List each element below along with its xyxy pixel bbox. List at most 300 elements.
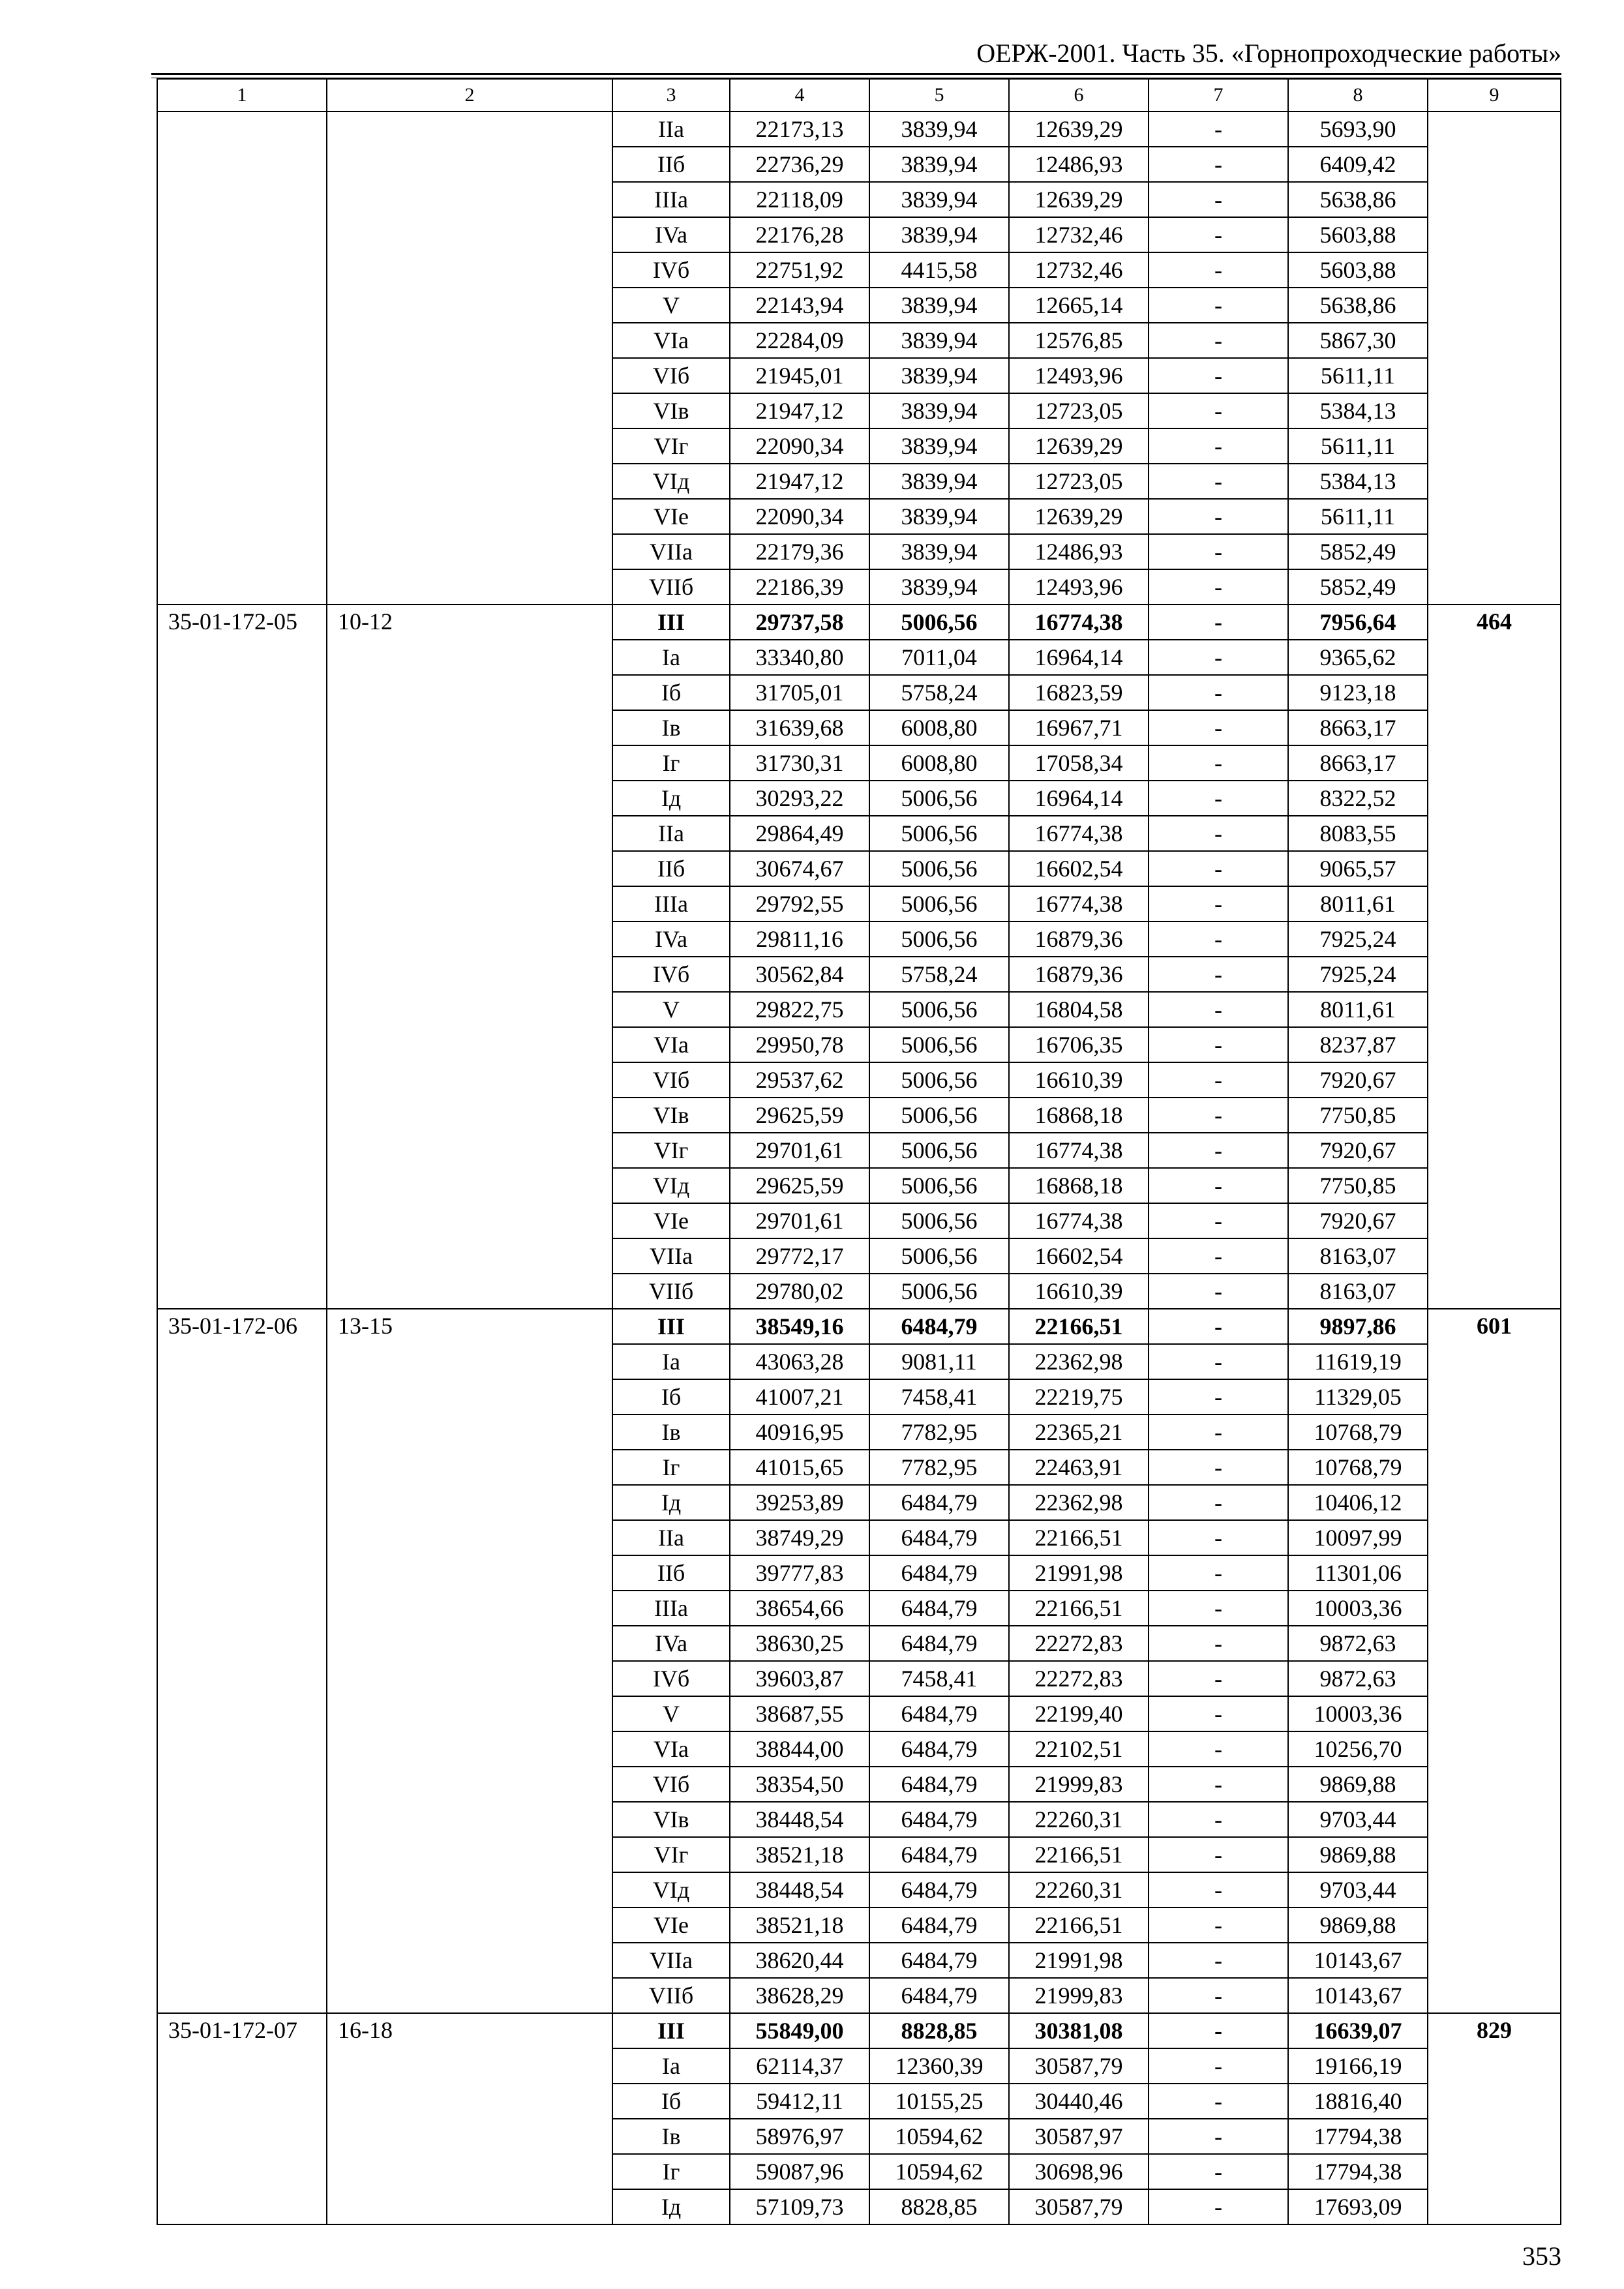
labor-hours: 829 — [1428, 2013, 1561, 2224]
ground-category: Iд — [612, 2189, 730, 2224]
machine-operation: 16774,38 — [1009, 886, 1149, 921]
ground-category: VIв — [612, 1098, 730, 1133]
machinist-wages: - — [1149, 1591, 1288, 1626]
materials-cost: 17794,38 — [1288, 2154, 1428, 2189]
machinist-wages: - — [1149, 1767, 1288, 1802]
materials-cost: 5603,88 — [1288, 217, 1428, 252]
column-number-5: 5 — [869, 79, 1009, 112]
materials-cost: 7920,67 — [1288, 1203, 1428, 1238]
total-cost: 29780,02 — [730, 1274, 869, 1309]
materials-cost: 9869,88 — [1288, 1837, 1428, 1872]
ground-category: III — [612, 605, 730, 640]
ground-category: IVa — [612, 217, 730, 252]
machine-operation: 22272,83 — [1009, 1661, 1149, 1696]
machinist-wages: - — [1149, 2189, 1288, 2224]
machinist-wages: - — [1149, 1943, 1288, 1978]
ground-category: IIб — [612, 1555, 730, 1591]
position-range: 13-15 — [327, 1309, 612, 2013]
labor-wages: 3839,94 — [869, 499, 1009, 534]
machine-operation: 30587,79 — [1009, 2189, 1149, 2224]
total-cost: 22736,29 — [730, 147, 869, 182]
ground-category: Iв — [612, 710, 730, 745]
total-cost: 38620,44 — [730, 1943, 869, 1978]
total-cost: 38521,18 — [730, 1837, 869, 1872]
machine-operation: 21999,83 — [1009, 1978, 1149, 2013]
labor-wages: 10155,25 — [869, 2084, 1009, 2119]
labor-wages: 3839,94 — [869, 323, 1009, 358]
labor-wages: 6008,80 — [869, 710, 1009, 745]
total-cost: 22186,39 — [730, 569, 869, 605]
materials-cost: 11301,06 — [1288, 1555, 1428, 1591]
rate-code — [157, 112, 327, 605]
total-cost: 39777,83 — [730, 1555, 869, 1591]
ground-category: IIa — [612, 1520, 730, 1555]
ground-category: VIIб — [612, 1978, 730, 2013]
machinist-wages: - — [1149, 1379, 1288, 1414]
ground-category: VIг — [612, 1837, 730, 1872]
labor-wages: 6484,79 — [869, 1802, 1009, 1837]
ground-category: VIe — [612, 1908, 730, 1943]
materials-cost: 17794,38 — [1288, 2119, 1428, 2154]
materials-cost: 8237,87 — [1288, 1027, 1428, 1062]
labor-wages: 8828,85 — [869, 2189, 1009, 2224]
materials-cost: 10768,79 — [1288, 1414, 1428, 1450]
materials-cost: 7750,85 — [1288, 1098, 1428, 1133]
page-number: 353 — [1522, 2241, 1561, 2271]
total-cost: 29701,61 — [730, 1133, 869, 1168]
ground-category: IIIa — [612, 1591, 730, 1626]
labor-wages: 6484,79 — [869, 1872, 1009, 1908]
total-cost: 31730,31 — [730, 745, 869, 781]
total-cost: 22176,28 — [730, 217, 869, 252]
ground-category: VIIб — [612, 1274, 730, 1309]
machinist-wages: - — [1149, 2084, 1288, 2119]
ground-category: VIIa — [612, 1943, 730, 1978]
machinist-wages: - — [1149, 957, 1288, 992]
total-cost: 29625,59 — [730, 1168, 869, 1203]
machine-operation: 22102,51 — [1009, 1731, 1149, 1767]
labor-wages: 5006,56 — [869, 851, 1009, 886]
ground-category: Iд — [612, 1485, 730, 1520]
machinist-wages: - — [1149, 1872, 1288, 1908]
machine-operation: 22166,51 — [1009, 1837, 1149, 1872]
ground-category: Iб — [612, 675, 730, 710]
materials-cost: 8663,17 — [1288, 710, 1428, 745]
column-number-9: 9 — [1428, 79, 1561, 112]
materials-cost: 5611,11 — [1288, 428, 1428, 464]
machine-operation: 16804,58 — [1009, 992, 1149, 1027]
materials-cost: 9703,44 — [1288, 1872, 1428, 1908]
materials-cost: 8011,61 — [1288, 886, 1428, 921]
price-table-body — [157, 79, 1561, 2224]
machinist-wages: - — [1149, 1450, 1288, 1485]
machinist-wages: - — [1149, 1309, 1288, 1344]
labor-wages: 7782,95 — [869, 1414, 1009, 1450]
machine-operation: 17058,34 — [1009, 745, 1149, 781]
total-cost: 30293,22 — [730, 781, 869, 816]
machine-operation: 22219,75 — [1009, 1379, 1149, 1414]
materials-cost: 8011,61 — [1288, 992, 1428, 1027]
position-range — [327, 112, 612, 605]
machine-operation: 12493,96 — [1009, 358, 1149, 393]
labor-wages: 5006,56 — [869, 1133, 1009, 1168]
total-cost: 22179,36 — [730, 534, 869, 569]
ground-category: VIг — [612, 1133, 730, 1168]
machinist-wages: - — [1149, 112, 1288, 147]
machinist-wages: - — [1149, 851, 1288, 886]
machinist-wages: - — [1149, 393, 1288, 428]
ground-category: VIг — [612, 428, 730, 464]
ground-category: IVб — [612, 1661, 730, 1696]
machine-operation: 21999,83 — [1009, 1767, 1149, 1802]
machine-operation: 16964,14 — [1009, 640, 1149, 675]
materials-cost: 5852,49 — [1288, 569, 1428, 605]
total-cost: 38448,54 — [730, 1802, 869, 1837]
total-cost: 62114,37 — [730, 2048, 869, 2084]
machine-operation: 12732,46 — [1009, 217, 1149, 252]
machinist-wages: - — [1149, 1696, 1288, 1731]
materials-cost: 11329,05 — [1288, 1379, 1428, 1414]
machinist-wages: - — [1149, 921, 1288, 957]
machine-operation: 16823,59 — [1009, 675, 1149, 710]
machinist-wages: - — [1149, 182, 1288, 217]
labor-wages: 3839,94 — [869, 112, 1009, 147]
materials-cost: 10097,99 — [1288, 1520, 1428, 1555]
materials-cost: 5384,13 — [1288, 464, 1428, 499]
machinist-wages: - — [1149, 428, 1288, 464]
materials-cost: 10768,79 — [1288, 1450, 1428, 1485]
labor-wages: 5758,24 — [869, 675, 1009, 710]
labor-wages: 3839,94 — [869, 534, 1009, 569]
materials-cost: 7925,24 — [1288, 921, 1428, 957]
total-cost: 38521,18 — [730, 1908, 869, 1943]
header-rule-thick — [151, 73, 1561, 75]
ground-category: VIб — [612, 1767, 730, 1802]
labor-wages: 6484,79 — [869, 1767, 1009, 1802]
table-row — [157, 112, 1561, 147]
labor-wages: 5006,56 — [869, 886, 1009, 921]
machinist-wages: - — [1149, 1168, 1288, 1203]
materials-cost: 10003,36 — [1288, 1591, 1428, 1626]
total-cost: 38628,29 — [730, 1978, 869, 2013]
total-cost: 29864,49 — [730, 816, 869, 851]
ground-category: VIд — [612, 464, 730, 499]
machine-operation: 16610,39 — [1009, 1274, 1149, 1309]
ground-category: VIб — [612, 358, 730, 393]
machinist-wages: - — [1149, 1414, 1288, 1450]
labor-wages: 3839,94 — [869, 393, 1009, 428]
labor-wages: 6484,79 — [869, 1309, 1009, 1344]
ground-category: Iв — [612, 2119, 730, 2154]
total-cost: 38654,66 — [730, 1591, 869, 1626]
machinist-wages: - — [1149, 1344, 1288, 1379]
labor-wages: 7458,41 — [869, 1661, 1009, 1696]
labor-wages: 3839,94 — [869, 147, 1009, 182]
machinist-wages: - — [1149, 2013, 1288, 2048]
machine-operation: 30587,97 — [1009, 2119, 1149, 2154]
materials-cost: 17693,09 — [1288, 2189, 1428, 2224]
labor-wages: 3839,94 — [869, 358, 1009, 393]
machinist-wages: - — [1149, 1626, 1288, 1661]
materials-cost: 16639,07 — [1288, 2013, 1428, 2048]
ground-category: VIe — [612, 499, 730, 534]
materials-cost: 9872,63 — [1288, 1661, 1428, 1696]
labor-wages: 9081,11 — [869, 1344, 1009, 1379]
labor-wages: 3839,94 — [869, 464, 1009, 499]
labor-wages: 6484,79 — [869, 1626, 1009, 1661]
ground-category: VIIa — [612, 1238, 730, 1274]
column-number-2: 2 — [327, 79, 612, 112]
machine-operation: 12639,29 — [1009, 428, 1149, 464]
total-cost: 38687,55 — [730, 1696, 869, 1731]
machine-operation: 22166,51 — [1009, 1908, 1149, 1943]
total-cost: 38549,16 — [730, 1309, 869, 1344]
materials-cost: 19166,19 — [1288, 2048, 1428, 2084]
machinist-wages: - — [1149, 252, 1288, 288]
ground-category: VIe — [612, 1203, 730, 1238]
total-cost: 30562,84 — [730, 957, 869, 992]
total-cost: 55849,00 — [730, 2013, 869, 2048]
total-cost: 58976,97 — [730, 2119, 869, 2154]
position-range: 10-12 — [327, 605, 612, 1309]
ground-category: Iб — [612, 1379, 730, 1414]
total-cost: 21947,12 — [730, 464, 869, 499]
materials-cost: 8083,55 — [1288, 816, 1428, 851]
total-cost: 29811,16 — [730, 921, 869, 957]
machine-operation: 16602,54 — [1009, 1238, 1149, 1274]
ground-category: IIa — [612, 112, 730, 147]
machinist-wages: - — [1149, 1062, 1288, 1098]
labor-wages: 3839,94 — [869, 569, 1009, 605]
price-table — [157, 78, 1561, 2225]
machinist-wages: - — [1149, 2154, 1288, 2189]
labor-wages: 5758,24 — [869, 957, 1009, 992]
ground-category: VIa — [612, 323, 730, 358]
materials-cost: 10003,36 — [1288, 1696, 1428, 1731]
labor-wages: 6484,79 — [869, 1591, 1009, 1626]
labor-wages: 5006,56 — [869, 781, 1009, 816]
ground-category: Iг — [612, 2154, 730, 2189]
total-cost: 41015,65 — [730, 1450, 869, 1485]
ground-category: VIa — [612, 1027, 730, 1062]
ground-category: IIa — [612, 816, 730, 851]
materials-cost: 5611,11 — [1288, 499, 1428, 534]
machine-operation: 16774,38 — [1009, 816, 1149, 851]
materials-cost: 7920,67 — [1288, 1062, 1428, 1098]
machine-operation: 22166,51 — [1009, 1591, 1149, 1626]
total-cost: 39253,89 — [730, 1485, 869, 1520]
machine-operation: 16602,54 — [1009, 851, 1149, 886]
total-cost: 31639,68 — [730, 710, 869, 745]
ground-category: V — [612, 1696, 730, 1731]
total-cost: 29772,17 — [730, 1238, 869, 1274]
ground-category: IIIa — [612, 182, 730, 217]
ground-category: VIIa — [612, 534, 730, 569]
machine-operation: 12732,46 — [1009, 252, 1149, 288]
machinist-wages: - — [1149, 323, 1288, 358]
ground-category: IIIa — [612, 886, 730, 921]
rate-code: 35-01-172-05 — [157, 605, 327, 1309]
labor-wages: 5006,56 — [869, 1098, 1009, 1133]
labor-wages: 6484,79 — [869, 1520, 1009, 1555]
ground-category: IVa — [612, 921, 730, 957]
machinist-wages: - — [1149, 534, 1288, 569]
table-row — [157, 1309, 1561, 1344]
machinist-wages: - — [1149, 1731, 1288, 1767]
total-cost: 41007,21 — [730, 1379, 869, 1414]
materials-cost: 9872,63 — [1288, 1626, 1428, 1661]
machinist-wages: - — [1149, 1203, 1288, 1238]
labor-wages: 6484,79 — [869, 1978, 1009, 2013]
labor-wages: 6484,79 — [869, 1731, 1009, 1767]
materials-cost: 5638,86 — [1288, 182, 1428, 217]
column-header-row — [157, 79, 1561, 112]
machine-operation: 12493,96 — [1009, 569, 1149, 605]
machine-operation: 12639,29 — [1009, 112, 1149, 147]
labor-wages: 7458,41 — [869, 1379, 1009, 1414]
total-cost: 59412,11 — [730, 2084, 869, 2119]
materials-cost: 7750,85 — [1288, 1168, 1428, 1203]
labor-wages: 5006,56 — [869, 605, 1009, 640]
total-cost: 33340,80 — [730, 640, 869, 675]
ground-category: IIб — [612, 851, 730, 886]
labor-wages: 6484,79 — [869, 1908, 1009, 1943]
ground-category: VIд — [612, 1872, 730, 1908]
machinist-wages: - — [1149, 1098, 1288, 1133]
labor-wages: 5006,56 — [869, 921, 1009, 957]
machinist-wages: - — [1149, 147, 1288, 182]
ground-category: Iв — [612, 1414, 730, 1450]
labor-wages: 6484,79 — [869, 1485, 1009, 1520]
labor-wages: 3839,94 — [869, 288, 1009, 323]
machinist-wages: - — [1149, 569, 1288, 605]
materials-cost: 7956,64 — [1288, 605, 1428, 640]
machinist-wages: - — [1149, 640, 1288, 675]
rate-code: 35-01-172-06 — [157, 1309, 327, 2013]
ground-category: V — [612, 288, 730, 323]
labor-wages: 10594,62 — [869, 2119, 1009, 2154]
column-number-1: 1 — [157, 79, 327, 112]
ground-category: Ia — [612, 2048, 730, 2084]
machine-operation: 16868,18 — [1009, 1168, 1149, 1203]
machine-operation: 30698,96 — [1009, 2154, 1149, 2189]
total-cost: 38630,25 — [730, 1626, 869, 1661]
materials-cost: 18816,40 — [1288, 2084, 1428, 2119]
machine-operation: 12665,14 — [1009, 288, 1149, 323]
total-cost: 21947,12 — [730, 393, 869, 428]
ground-category: III — [612, 1309, 730, 1344]
total-cost: 38749,29 — [730, 1520, 869, 1555]
table-row — [157, 605, 1561, 640]
labor-wages: 4415,58 — [869, 252, 1009, 288]
total-cost: 29822,75 — [730, 992, 869, 1027]
machine-operation: 16610,39 — [1009, 1062, 1149, 1098]
machinist-wages: - — [1149, 1027, 1288, 1062]
ground-category: Ia — [612, 640, 730, 675]
total-cost: 22090,34 — [730, 428, 869, 464]
ground-category: V — [612, 992, 730, 1027]
machinist-wages: - — [1149, 1908, 1288, 1943]
machine-operation: 22260,31 — [1009, 1872, 1149, 1908]
materials-cost: 8163,07 — [1288, 1274, 1428, 1309]
machine-operation: 16879,36 — [1009, 957, 1149, 992]
machine-operation: 12639,29 — [1009, 499, 1149, 534]
ground-category: IVб — [612, 252, 730, 288]
total-cost: 29537,62 — [730, 1062, 869, 1098]
materials-cost: 9869,88 — [1288, 1908, 1428, 1943]
total-cost: 29701,61 — [730, 1203, 869, 1238]
machinist-wages: - — [1149, 710, 1288, 745]
materials-cost: 11619,19 — [1288, 1344, 1428, 1379]
labor-wages: 7782,95 — [869, 1450, 1009, 1485]
total-cost: 43063,28 — [730, 1344, 869, 1379]
machinist-wages: - — [1149, 605, 1288, 640]
total-cost: 38354,50 — [730, 1767, 869, 1802]
ground-category: IVб — [612, 957, 730, 992]
labor-hours: 464 — [1428, 605, 1561, 1309]
machinist-wages: - — [1149, 464, 1288, 499]
machinist-wages: - — [1149, 1978, 1288, 2013]
machinist-wages: - — [1149, 2119, 1288, 2154]
labor-wages: 5006,56 — [869, 1027, 1009, 1062]
total-cost: 29792,55 — [730, 886, 869, 921]
total-cost: 39603,87 — [730, 1661, 869, 1696]
labor-wages: 6484,79 — [869, 1943, 1009, 1978]
total-cost: 29950,78 — [730, 1027, 869, 1062]
table-row — [157, 2013, 1561, 2048]
labor-wages: 5006,56 — [869, 1168, 1009, 1203]
total-cost: 22118,09 — [730, 182, 869, 217]
labor-wages: 5006,56 — [869, 1062, 1009, 1098]
machinist-wages: - — [1149, 358, 1288, 393]
total-cost: 29737,58 — [730, 605, 869, 640]
ground-category: VIa — [612, 1731, 730, 1767]
machine-operation: 12486,93 — [1009, 534, 1149, 569]
machinist-wages: - — [1149, 1238, 1288, 1274]
column-number-8: 8 — [1288, 79, 1428, 112]
machine-operation: 21991,98 — [1009, 1943, 1149, 1978]
machine-operation: 30587,79 — [1009, 2048, 1149, 2084]
machine-operation: 12486,93 — [1009, 147, 1149, 182]
materials-cost: 9123,18 — [1288, 675, 1428, 710]
machine-operation: 12576,85 — [1009, 323, 1149, 358]
labor-wages: 6484,79 — [869, 1837, 1009, 1872]
total-cost: 38844,00 — [730, 1731, 869, 1767]
materials-cost: 8322,52 — [1288, 781, 1428, 816]
total-cost: 22143,94 — [730, 288, 869, 323]
column-number-6: 6 — [1009, 79, 1149, 112]
machinist-wages: - — [1149, 781, 1288, 816]
labor-wages: 3839,94 — [869, 182, 1009, 217]
machine-operation: 22166,51 — [1009, 1520, 1149, 1555]
machine-operation: 30381,08 — [1009, 2013, 1149, 2048]
machine-operation: 16774,38 — [1009, 1133, 1149, 1168]
column-number-3: 3 — [612, 79, 730, 112]
column-number-7: 7 — [1149, 79, 1288, 112]
materials-cost: 9365,62 — [1288, 640, 1428, 675]
labor-hours — [1428, 112, 1561, 605]
total-cost: 40916,95 — [730, 1414, 869, 1450]
machine-operation: 16774,38 — [1009, 605, 1149, 640]
ground-category: Iд — [612, 781, 730, 816]
machine-operation: 16868,18 — [1009, 1098, 1149, 1133]
machinist-wages: - — [1149, 992, 1288, 1027]
machine-operation: 22272,83 — [1009, 1626, 1149, 1661]
ground-category: VIв — [612, 1802, 730, 1837]
machinist-wages: - — [1149, 816, 1288, 851]
labor-wages: 10594,62 — [869, 2154, 1009, 2189]
machinist-wages: - — [1149, 1837, 1288, 1872]
